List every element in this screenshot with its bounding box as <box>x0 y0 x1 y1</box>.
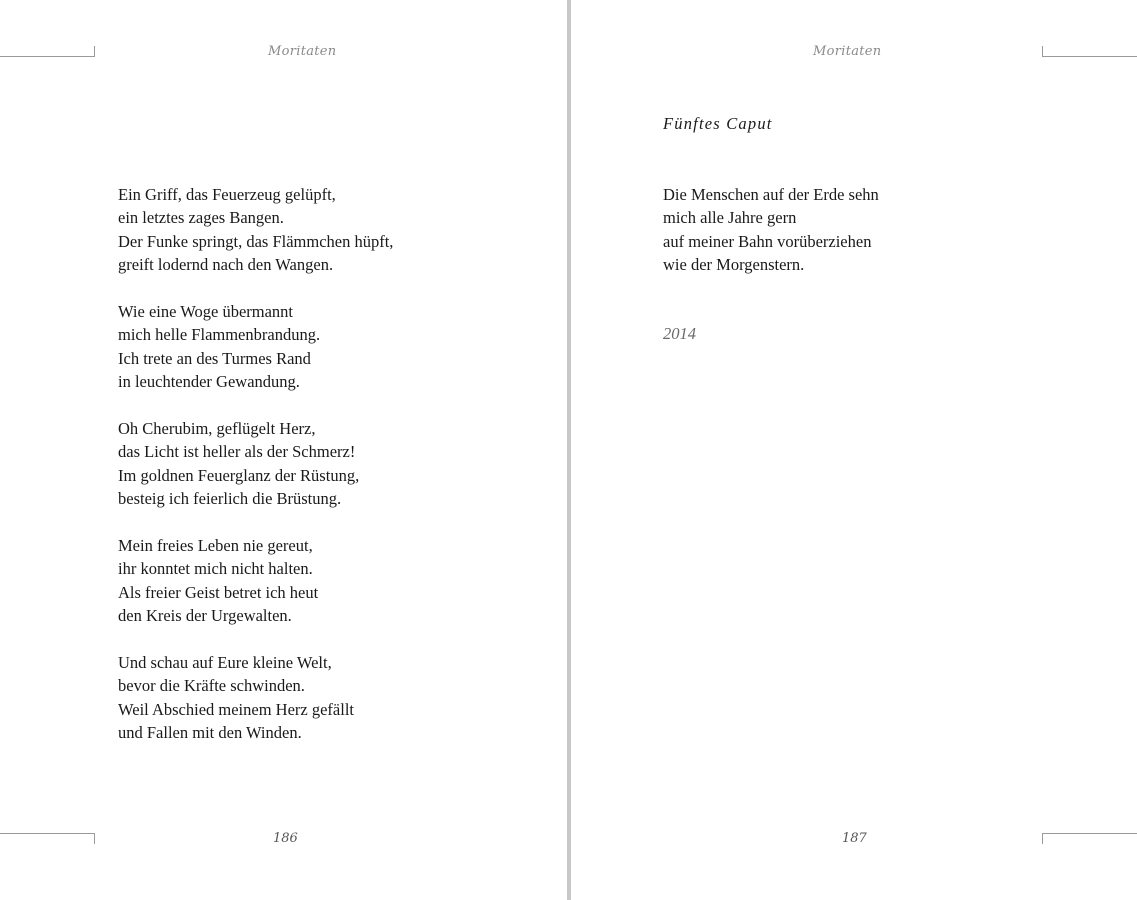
poem-line: bevor die Kräfte schwinden. <box>118 676 305 696</box>
poem-text <box>663 183 1083 300</box>
poem-line: Die Menschen auf der Erde sehn <box>663 185 879 204</box>
poem-line: greift lodernd nach den Wangen. <box>118 255 334 275</box>
crop-mark <box>0 833 95 834</box>
poem-line: in leuchtender Gewandung. <box>118 372 300 392</box>
crop-mark <box>1042 833 1137 834</box>
poem-line: Ich trete an des Turmes Rand <box>118 348 311 368</box>
stanza <box>118 183 538 277</box>
poem-line: besteig ich feierlich die Brüstung. <box>118 489 342 509</box>
poem-line: mich helle Flammenbrandung. <box>118 325 321 345</box>
crop-mark <box>94 46 95 57</box>
crop-mark <box>1042 833 1043 844</box>
poem-line: Ein Griff, das Feuerzeug gelüpft, <box>118 185 336 204</box>
poem-line: Weil Abschied meinem Herz gefällt <box>118 699 355 719</box>
page-number: 187 <box>842 831 867 846</box>
poem-line: Und schau auf Eure kleine Welt, <box>118 653 332 673</box>
stanza <box>118 651 538 745</box>
poem-line: ein letztes zages Bangen. <box>118 208 284 228</box>
poem-line: Wie eine Woge übermannt <box>118 302 294 322</box>
running-head: Moritaten <box>813 44 882 59</box>
chapter-title: Fünftes Caput <box>663 114 773 133</box>
poem-line: den Kreis der Urgewalten. <box>118 606 292 626</box>
poem-line: auf meiner Bahn vorüberziehen <box>663 231 872 251</box>
poem-year: 2014 <box>663 324 696 343</box>
poem-text <box>118 183 538 768</box>
poem-line: das Licht ist heller als der Schmerz! <box>118 442 356 462</box>
poem-line: Als freier Geist betret ich heut <box>118 582 319 602</box>
stanza <box>118 417 538 511</box>
poem-line: mich alle Jahre gern <box>663 208 797 228</box>
crop-mark <box>1042 46 1043 57</box>
poem-line: und Fallen mit den Winden. <box>118 723 302 743</box>
crop-mark <box>0 56 95 57</box>
poem-line: wie der Morgenstern. <box>663 255 805 275</box>
stanza <box>663 183 1083 277</box>
right-page <box>571 0 1137 900</box>
crop-mark <box>94 833 95 844</box>
stanza <box>118 300 538 394</box>
poem-line: Oh Cherubim, geflügelt Herz, <box>118 419 316 439</box>
poem-line: Der Funke springt, das Flämmchen hüpft, <box>118 231 394 251</box>
poem-line: Mein freies Leben nie gereut, <box>118 536 313 556</box>
running-head: Moritaten <box>268 44 337 59</box>
poem-line: Im goldnen Feuerglanz der Rüstung, <box>118 465 360 485</box>
left-page <box>0 0 567 900</box>
crop-mark <box>1042 56 1137 57</box>
stanza <box>118 534 538 628</box>
page-number: 186 <box>273 831 298 846</box>
poem-line: ihr konntet mich nicht halten. <box>118 559 313 579</box>
